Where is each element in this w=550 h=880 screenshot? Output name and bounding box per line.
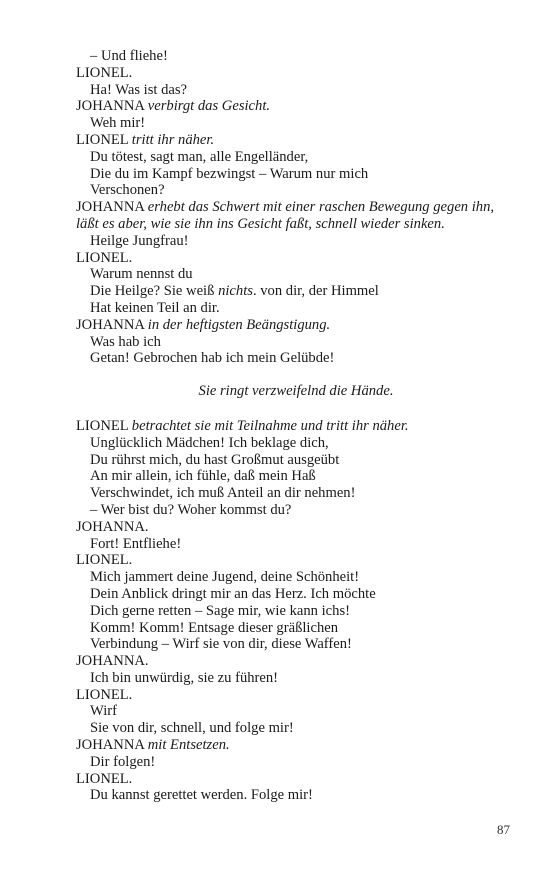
verse-line: Du tötest, sagt man, alle Engelländer, — [90, 148, 309, 165]
verse-line: Sie von dir, schnell, und folge mir! — [90, 720, 294, 737]
stage-direction: Sie ringt verzweifelnd die Hände. — [198, 383, 394, 400]
speaker-name: LIONEL. — [76, 249, 133, 266]
verse-line: Verschonen? — [90, 182, 165, 199]
speaker-name: JOHANNA — [76, 98, 145, 115]
verse-line: Unglücklich Mädchen! Ich beklage dich, — [90, 434, 329, 451]
speaker-line — [76, 552, 516, 569]
verse-line: Getan! Gebrochen hab ich mein Gelübde! — [90, 350, 335, 367]
speaker-line — [76, 653, 516, 670]
speaker-name: LIONEL. — [76, 552, 133, 569]
speaker-name: LIONEL — [76, 131, 129, 148]
verse-line: Weh mir! — [90, 115, 146, 132]
speaker-name: LIONEL — [76, 417, 129, 434]
speaker-name: JOHANNA — [76, 316, 145, 333]
verse-line: Du kannst gerettet werden. Folge mir! — [90, 787, 313, 804]
speaker-line — [76, 418, 516, 435]
speaker-name: LIONEL. — [76, 64, 133, 81]
verse-line: Dich gerne retten – Sage mir, wie kann ichs! — [90, 602, 350, 619]
speaker-name: JOHANNA. — [76, 653, 149, 670]
stage-direction: in der heftigsten Beängstigung. — [147, 316, 331, 333]
stage-direction: mit Entsetzen. — [147, 737, 230, 754]
stage-direction: tritt ihr näher. — [131, 131, 215, 148]
verse-line: – Wer bist du? Woher kommst du? — [90, 501, 292, 518]
verse-line: Du rührst mich, du hast Großmut ausgeübt — [90, 451, 340, 468]
verse-line: – Und fliehe! — [90, 48, 168, 64]
speaker-line — [76, 98, 516, 115]
speaker-name: LIONEL. — [76, 686, 133, 703]
verse-segment: Die Heilge? Sie weiß — [90, 283, 219, 300]
verse-line: Verbindung – Wirf sie von dir, diese Waffen! — [90, 636, 352, 653]
emphasis: nichts — [218, 283, 253, 300]
verse-line: Hat keinen Teil an dir. — [90, 299, 220, 316]
stage-direction: erhebt das Schwert mit einer raschen Bewegung gegen ihn, läßt es aber, wie sie ihn ins Gesicht faßt, schnell wieder sinken. — [76, 199, 495, 232]
speaker-line — [76, 687, 516, 704]
page-number: 87 — [497, 822, 510, 837]
verse-line: An mir allein, ich fühle, daß mein Haß — [90, 468, 316, 485]
verse-line: Wirf — [90, 703, 117, 720]
speaker-name: JOHANNA — [76, 737, 145, 754]
verse-line: Ich bin unwürdig, sie zu führen! — [90, 669, 279, 686]
speaker-line — [76, 199, 516, 233]
verse-line: Verschwindet, ich muß Anteil an dir nehmen! — [90, 485, 356, 502]
verse-line: Fort! Entfliehe! — [90, 535, 182, 552]
verse-line: Komm! Komm! Entsage dieser gräßlichen — [90, 619, 339, 636]
verse-line: Mich jammert deine Jugend, deine Schönheit! — [90, 569, 360, 586]
centered-stage-direction — [76, 383, 516, 400]
verse-line — [76, 283, 516, 300]
verse-line: Was hab ich — [90, 333, 161, 350]
speaker-name: JOHANNA. — [76, 518, 149, 535]
play-text — [76, 48, 516, 804]
speaker-line — [76, 737, 516, 754]
speaker-line — [76, 250, 516, 267]
verse-line: Dir folgen! — [90, 753, 156, 770]
stage-direction: betrachtet sie mit Teilnahme und tritt ihr näher. — [131, 417, 409, 434]
stage-direction: verbirgt das Gesicht. — [147, 98, 271, 115]
verse-line: Heilge Jungfrau! — [90, 232, 189, 249]
speaker-line — [76, 519, 516, 536]
verse-line: Dein Anblick dringt mir an das Herz. Ich möchte — [90, 585, 376, 602]
verse-line: Die du im Kampf bezwingst – Warum nur mich — [90, 165, 369, 182]
speaker-name: LIONEL. — [76, 770, 133, 787]
verse-line: Warum nennst du — [90, 266, 193, 283]
speaker-line — [76, 132, 516, 149]
speaker-line — [76, 771, 516, 788]
verse-segment: . von dir, der Himmel — [252, 283, 379, 300]
speaker-line — [76, 317, 516, 334]
speaker-name: JOHANNA — [76, 199, 145, 216]
speaker-line — [76, 65, 516, 82]
verse-line: Ha! Was ist das? — [90, 81, 188, 98]
